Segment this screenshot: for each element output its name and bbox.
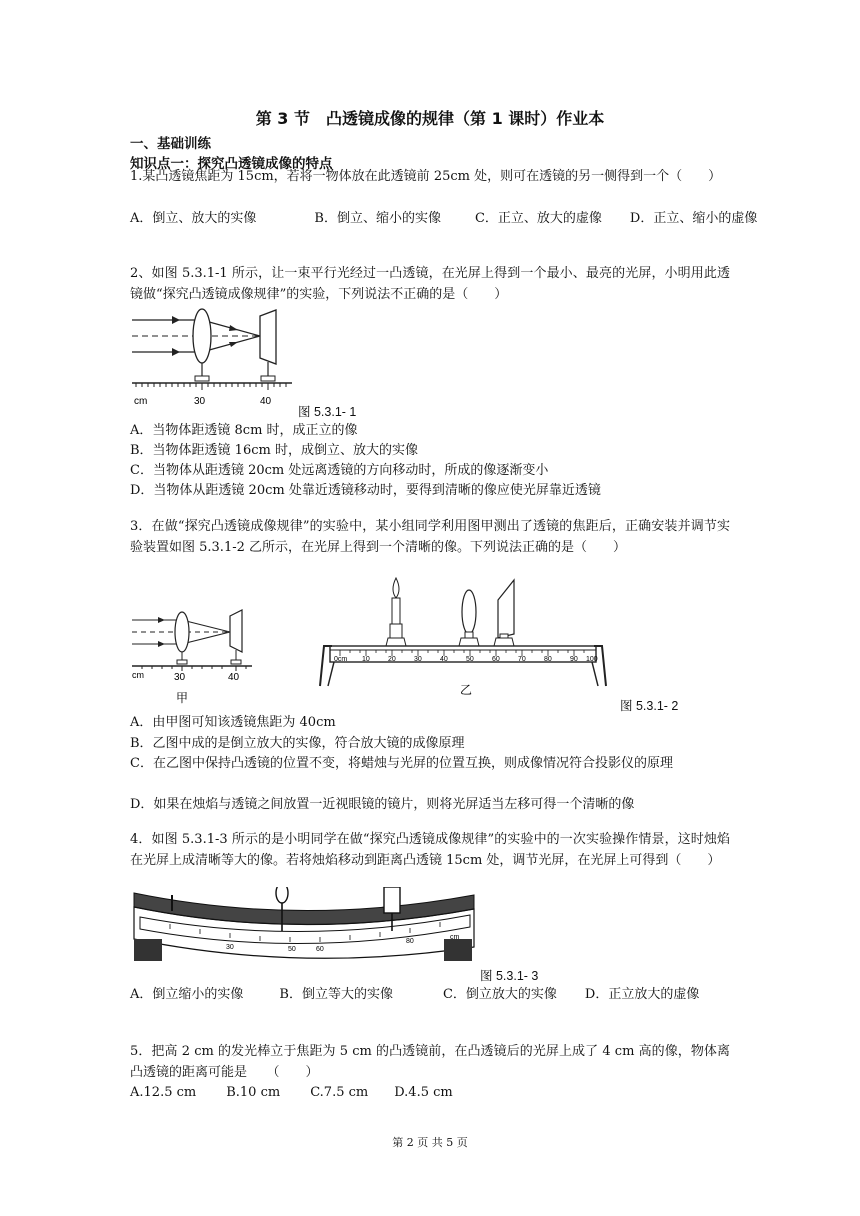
q1-option-a: A．倒立、放大的实像 [130, 211, 257, 226]
q4-option-c: C．倒立放大的实像 [442, 987, 557, 1002]
figB-convex-lens [462, 590, 476, 634]
figB-tick-10: 10 [362, 656, 370, 663]
q5-option-b: B.10 cm [226, 1085, 281, 1100]
figB-tick-30: 30 [414, 656, 422, 663]
q4-option-d: D．正立放大的虚像 [584, 987, 700, 1002]
q5-option-c: C.7.5 cm [310, 1085, 369, 1100]
question-2-stem: 2、如图 5.3.1-1 所示，让一束平行光经过一凸透镜，在光屏上得到一个最小、最亮的光屏，小明用此透镜做“探究凸透镜成像规律”的实验，下列说法不正确的是（ ） [130, 266, 730, 302]
q5-option-d: D.4.5 cm [394, 1085, 453, 1100]
question-4-stem: 4．如图 5.3.1-3 所示的是小明同学在做“探究凸透镜成像规律”的实验中的一次实验操作情景，这时烛焰在光屏上成清晰等大的像。若将烛焰移动到距离凸透镜 15cm 处，调节光屏，在光屏上可得到（ ） [130, 832, 730, 868]
q1-option-b: B．倒立、缩小的实像 [314, 211, 441, 226]
fig1-screen [260, 310, 276, 364]
fig3-convex-lens [276, 887, 288, 903]
fig3-tick-50: 50 [288, 946, 296, 953]
q3-option-d: D．如果在烛焰与透镜之间放置一近视眼镜的镜片，则将光屏适当左移可得一个清晰的像 [130, 797, 635, 812]
figB-tick-90: 90 [570, 656, 578, 663]
fig3-tick-30: 30 [226, 944, 234, 951]
page-footer: 第 2 页 共 5 页 [392, 1136, 468, 1149]
q3-option-b: B．乙图中成的是倒立放大的实像，符合放大镜的成像原理 [130, 736, 465, 751]
question-4-options [130, 984, 730, 1005]
figB-tick-0: 0cm [334, 656, 348, 663]
figB-tick-20: 20 [388, 656, 396, 663]
question-1-stem: 1.某凸透镜焦距为 15cm，若将一物体放在此透镜前 25cm 处，则可在透镜的另一侧得到一个（ ） [130, 169, 722, 184]
q1-option-d: D．正立、缩小的虚像 [629, 211, 758, 226]
q2-option-b: B．当物体距透镜 16cm 时，成倒立、放大的实像 [130, 443, 418, 458]
q2-option-a: A．当物体距透镜 8cm 时，成正立的像 [130, 423, 358, 438]
figure-5-3-1-3 [130, 887, 476, 973]
fig3-unit: cm [450, 934, 460, 941]
figA-label: 甲 [176, 691, 189, 705]
fig3-screen [384, 887, 400, 913]
question-1-options [130, 208, 758, 229]
figA-screen [230, 610, 242, 652]
q2-option-d: D．当物体从距透镜 20cm 处靠近透镜移动时，要得到清晰的像应使光屏靠近透镜 [130, 483, 601, 498]
fig1-tick-30: 30 [194, 396, 206, 407]
figure-5-3-1-2-a [132, 608, 252, 708]
q3-option-a: A．由甲图可知该透镜焦距为 40cm [130, 715, 336, 730]
figure-5-3-1-2-b [318, 574, 608, 702]
fig1-tick-40: 40 [260, 396, 272, 407]
figB-tick-40: 40 [440, 656, 448, 663]
question-5-options [130, 1082, 730, 1103]
figB-tick-70: 70 [518, 656, 526, 663]
fig1-convex-lens [193, 309, 211, 363]
figB-candle-flame [393, 578, 399, 598]
figure-5-3-1-1 [132, 306, 292, 412]
fig3-tick-60: 60 [316, 946, 324, 953]
figA-unit: cm [132, 670, 144, 680]
fig1-ruler-unit: cm [134, 396, 148, 407]
figB-tick-50: 50 [466, 656, 474, 663]
q2-option-c: C．当物体从距透镜 20cm 处远离透镜的方向移动时，所成的像逐渐变小 [130, 463, 549, 478]
figB-tick-100: 100 [586, 656, 598, 663]
figB-label: 乙 [460, 683, 473, 697]
figB-optical-bench [330, 646, 596, 662]
q4-option-a: A．倒立缩小的实像 [130, 987, 244, 1002]
q1-option-c: C．正立、放大的虚像 [474, 211, 602, 226]
question-5-stem: 5．把高 2 cm 的发光棒立于焦距为 5 cm 的凸透镜前，在凸透镜后的光屏上成了 4 cm 高的像，物体离凸透镜的距离可能是 （ ） [130, 1044, 730, 1080]
q3-option-c: C．在乙图中保持凸透镜的位置不变，将蜡烛与光屏的位置互换，则成像情况符合投影仪的原理 [130, 756, 673, 771]
q4-option-b: B．倒立等大的实像 [279, 987, 393, 1002]
figure-2-caption: 图 5.3.1- 2 [620, 699, 679, 713]
section-heading: 一、基础训练 [130, 136, 211, 152]
figB-screen [498, 580, 514, 638]
figure-1-caption: 图 5.3.1- 1 [298, 405, 357, 419]
figure-3-caption: 图 5.3.1- 3 [480, 969, 539, 983]
figB-tick-60: 60 [492, 656, 500, 663]
fig3-tick-80: 80 [406, 938, 414, 945]
figA-tick-30: 30 [174, 672, 186, 683]
fig3-bench-top [134, 893, 474, 925]
figB-tick-80: 80 [544, 656, 552, 663]
figA-tick-40: 40 [228, 672, 240, 683]
knowledge-point-heading: 知识点一：探究凸透镜成像的特点 [130, 156, 333, 172]
figB-candle [392, 598, 400, 624]
question-3-stem: 3．在做“探究凸透镜成像规律”的实验中，某小组同学利用图甲测出了透镜的焦距后，正确安装并调节实验装置如图 5.3.1-2 乙所示，在光屏上得到一个清晰的像。下列说法正确的是（ ） [130, 519, 730, 555]
page-title: 第 3 节 凸透镜成像的规律（第 1 课时）作业本 [255, 109, 605, 128]
figA-convex-lens [175, 612, 189, 652]
q5-option-a: A.12.5 cm [130, 1085, 197, 1100]
